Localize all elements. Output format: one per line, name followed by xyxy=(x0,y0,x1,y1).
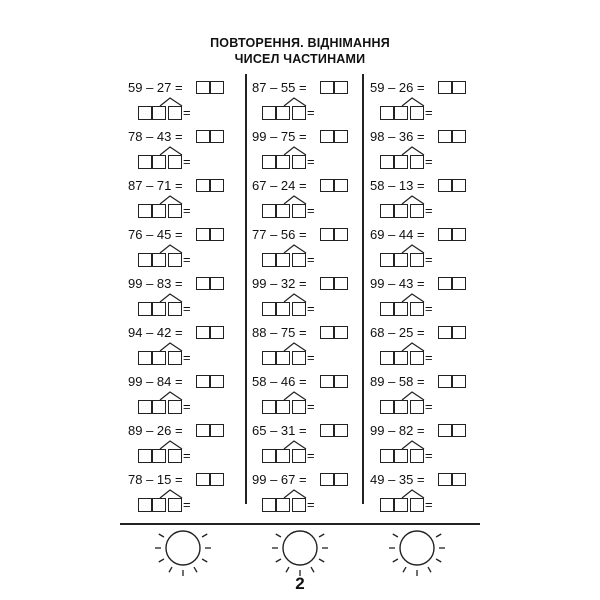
answer-box[interactable] xyxy=(452,473,466,486)
split-box[interactable] xyxy=(152,106,166,120)
answer-box[interactable] xyxy=(438,179,452,192)
split-box[interactable] xyxy=(380,351,394,365)
split-equals-sign: = xyxy=(307,497,315,512)
exercise-item xyxy=(370,276,490,324)
split-box[interactable] xyxy=(292,253,306,267)
subtraction-expression: 58 – 13 = xyxy=(370,178,425,193)
subtraction-expression: 89 – 58 = xyxy=(370,374,425,389)
answer-box[interactable] xyxy=(320,228,334,241)
split-group xyxy=(380,145,440,169)
subtraction-expression: 87 – 71 = xyxy=(128,178,183,193)
split-group xyxy=(380,194,440,218)
answer-box[interactable] xyxy=(320,81,334,94)
subtraction-expression: 99 – 82 = xyxy=(370,423,425,438)
split-box[interactable] xyxy=(410,400,424,414)
subtraction-expression: 99 – 75 = xyxy=(252,129,307,144)
split-box[interactable] xyxy=(292,155,306,169)
split-equals-sign: = xyxy=(183,448,191,463)
exercise-item xyxy=(370,325,490,373)
answer-box[interactable] xyxy=(452,228,466,241)
split-box[interactable] xyxy=(152,400,166,414)
split-box[interactable] xyxy=(292,498,306,512)
answer-box[interactable] xyxy=(320,473,334,486)
subtraction-expression: 89 – 26 = xyxy=(128,423,183,438)
split-box[interactable] xyxy=(168,155,182,169)
subtraction-expression: 99 – 43 = xyxy=(370,276,425,291)
split-group xyxy=(262,341,322,365)
split-group xyxy=(380,96,440,120)
split-box[interactable] xyxy=(152,449,166,463)
split-box[interactable] xyxy=(262,449,276,463)
answer-box[interactable] xyxy=(196,277,210,290)
answer-box[interactable] xyxy=(452,179,466,192)
split-equals-sign: = xyxy=(307,301,315,316)
split-box[interactable] xyxy=(276,253,290,267)
exercise-item xyxy=(128,472,248,520)
split-box[interactable] xyxy=(152,155,166,169)
answer-box[interactable] xyxy=(452,130,466,143)
subtraction-expression: 99 – 32 = xyxy=(252,276,307,291)
split-equals-sign: = xyxy=(425,350,433,365)
split-equals-sign: = xyxy=(183,203,191,218)
answer-box[interactable] xyxy=(196,424,210,437)
split-box[interactable] xyxy=(292,204,306,218)
subtraction-expression: 99 – 83 = xyxy=(128,276,183,291)
split-group xyxy=(262,292,322,316)
answer-box[interactable] xyxy=(452,424,466,437)
split-box[interactable] xyxy=(394,302,408,316)
answer-box[interactable] xyxy=(196,326,210,339)
split-group xyxy=(138,390,198,414)
split-box[interactable] xyxy=(276,155,290,169)
split-box[interactable] xyxy=(138,302,152,316)
split-group xyxy=(380,292,440,316)
split-box[interactable] xyxy=(380,253,394,267)
split-box[interactable] xyxy=(394,351,408,365)
exercise-item xyxy=(252,80,372,128)
answer-box[interactable] xyxy=(320,130,334,143)
answer-box[interactable] xyxy=(438,130,452,143)
exercise-item xyxy=(128,423,248,471)
split-equals-sign: = xyxy=(425,203,433,218)
split-group xyxy=(380,439,440,463)
answer-box[interactable] xyxy=(438,473,452,486)
exercise-item xyxy=(252,178,372,226)
split-box[interactable] xyxy=(410,302,424,316)
split-group xyxy=(380,243,440,267)
answer-box[interactable] xyxy=(334,130,348,143)
exercise-item xyxy=(370,472,490,520)
split-equals-sign: = xyxy=(307,399,315,414)
split-box[interactable] xyxy=(276,351,290,365)
exercise-item xyxy=(370,178,490,226)
split-group xyxy=(262,194,322,218)
split-box[interactable] xyxy=(380,449,394,463)
split-box[interactable] xyxy=(410,498,424,512)
split-box[interactable] xyxy=(152,253,166,267)
split-box[interactable] xyxy=(168,351,182,365)
split-equals-sign: = xyxy=(307,203,315,218)
split-box[interactable] xyxy=(394,498,408,512)
split-group xyxy=(262,488,322,512)
answer-box[interactable] xyxy=(210,130,224,143)
split-group xyxy=(138,341,198,365)
answer-box[interactable] xyxy=(438,375,452,388)
split-group xyxy=(138,145,198,169)
exercise-item xyxy=(370,129,490,177)
split-box[interactable] xyxy=(276,400,290,414)
subtraction-expression: 78 – 15 = xyxy=(128,472,183,487)
exercise-item xyxy=(128,227,248,275)
split-box[interactable] xyxy=(262,302,276,316)
split-group xyxy=(138,96,198,120)
answer-box[interactable] xyxy=(196,179,210,192)
split-equals-sign: = xyxy=(425,105,433,120)
split-box[interactable] xyxy=(152,498,166,512)
split-box[interactable] xyxy=(262,351,276,365)
answer-box[interactable] xyxy=(196,228,210,241)
subtraction-expression: 59 – 27 = xyxy=(128,80,183,95)
answer-box[interactable] xyxy=(210,81,224,94)
exercise-item xyxy=(252,325,372,373)
split-group xyxy=(262,439,322,463)
page-title-line1: ПОВТОРЕННЯ. ВІДНІМАННЯ xyxy=(210,36,390,50)
split-equals-sign: = xyxy=(183,252,191,267)
answer-box[interactable] xyxy=(334,424,348,437)
split-box[interactable] xyxy=(152,302,166,316)
subtraction-expression: 88 – 75 = xyxy=(252,325,307,340)
subtraction-expression: 98 – 36 = xyxy=(370,129,425,144)
split-box[interactable] xyxy=(168,302,182,316)
split-group xyxy=(138,488,198,512)
split-box[interactable] xyxy=(168,106,182,120)
split-box[interactable] xyxy=(262,155,276,169)
split-group xyxy=(380,341,440,365)
answer-box[interactable] xyxy=(452,326,466,339)
answer-box[interactable] xyxy=(452,81,466,94)
split-box[interactable] xyxy=(410,155,424,169)
split-group xyxy=(380,488,440,512)
split-group xyxy=(262,96,322,120)
answer-box[interactable] xyxy=(334,375,348,388)
exercise-item xyxy=(128,325,248,373)
answer-box[interactable] xyxy=(210,424,224,437)
split-equals-sign: = xyxy=(425,252,433,267)
split-box[interactable] xyxy=(394,106,408,120)
subtraction-expression: 87 – 55 = xyxy=(252,80,307,95)
split-equals-sign: = xyxy=(425,497,433,512)
subtraction-expression: 59 – 26 = xyxy=(370,80,425,95)
split-box[interactable] xyxy=(276,106,290,120)
split-box[interactable] xyxy=(168,400,182,414)
subtraction-expression: 49 – 35 = xyxy=(370,472,425,487)
split-equals-sign: = xyxy=(425,301,433,316)
split-box[interactable] xyxy=(410,253,424,267)
page-number: 2 xyxy=(295,574,305,593)
split-box[interactable] xyxy=(168,449,182,463)
split-box[interactable] xyxy=(292,106,306,120)
split-box[interactable] xyxy=(292,449,306,463)
split-group xyxy=(138,292,198,316)
answer-box[interactable] xyxy=(320,277,334,290)
exercise-item xyxy=(252,227,372,275)
exercise-item xyxy=(128,178,248,226)
split-equals-sign: = xyxy=(183,350,191,365)
split-equals-sign: = xyxy=(307,105,315,120)
exercise-item xyxy=(370,227,490,275)
subtraction-expression: 67 – 24 = xyxy=(252,178,307,193)
sun-icon xyxy=(143,524,223,580)
split-box[interactable] xyxy=(262,498,276,512)
split-group xyxy=(138,439,198,463)
split-box[interactable] xyxy=(292,400,306,414)
exercise-item xyxy=(252,129,372,177)
exercise-item xyxy=(128,129,248,177)
answer-box[interactable] xyxy=(438,326,452,339)
split-box[interactable] xyxy=(138,204,152,218)
answer-box[interactable] xyxy=(334,473,348,486)
exercise-item xyxy=(370,423,490,471)
split-group xyxy=(262,145,322,169)
exercise-item xyxy=(128,374,248,422)
answer-box[interactable] xyxy=(334,277,348,290)
split-box[interactable] xyxy=(152,204,166,218)
split-equals-sign: = xyxy=(183,154,191,169)
answer-box[interactable] xyxy=(210,375,224,388)
answer-box[interactable] xyxy=(334,228,348,241)
answer-box[interactable] xyxy=(438,424,452,437)
split-box[interactable] xyxy=(380,400,394,414)
split-box[interactable] xyxy=(262,400,276,414)
split-box[interactable] xyxy=(394,400,408,414)
split-box[interactable] xyxy=(394,155,408,169)
answer-box[interactable] xyxy=(210,228,224,241)
subtraction-expression: 69 – 44 = xyxy=(370,227,425,242)
split-group xyxy=(380,390,440,414)
answer-box[interactable] xyxy=(438,228,452,241)
split-box[interactable] xyxy=(276,204,290,218)
split-box[interactable] xyxy=(168,253,182,267)
subtraction-expression: 58 – 46 = xyxy=(252,374,307,389)
split-box[interactable] xyxy=(138,351,152,365)
exercise-item xyxy=(370,374,490,422)
split-box[interactable] xyxy=(262,253,276,267)
subtraction-expression: 78 – 43 = xyxy=(128,129,183,144)
answer-box[interactable] xyxy=(452,277,466,290)
split-box[interactable] xyxy=(380,106,394,120)
split-equals-sign: = xyxy=(183,105,191,120)
subtraction-expression: 76 – 45 = xyxy=(128,227,183,242)
answer-box[interactable] xyxy=(334,326,348,339)
answer-box[interactable] xyxy=(196,81,210,94)
split-box[interactable] xyxy=(410,351,424,365)
sun-icon xyxy=(377,524,457,580)
split-box[interactable] xyxy=(138,400,152,414)
split-box[interactable] xyxy=(168,204,182,218)
split-equals-sign: = xyxy=(307,252,315,267)
split-equals-sign: = xyxy=(425,154,433,169)
answer-box[interactable] xyxy=(452,375,466,388)
subtraction-expression: 65 – 31 = xyxy=(252,423,307,438)
split-group xyxy=(138,194,198,218)
split-box[interactable] xyxy=(138,253,152,267)
answer-box[interactable] xyxy=(320,375,334,388)
split-box[interactable] xyxy=(394,204,408,218)
split-equals-sign: = xyxy=(183,399,191,414)
split-box[interactable] xyxy=(292,351,306,365)
answer-box[interactable] xyxy=(320,179,334,192)
exercise-item xyxy=(128,276,248,324)
split-box[interactable] xyxy=(380,498,394,512)
answer-box[interactable] xyxy=(196,473,210,486)
answer-box[interactable] xyxy=(334,179,348,192)
exercise-item xyxy=(252,423,372,471)
split-box[interactable] xyxy=(262,106,276,120)
split-box[interactable] xyxy=(276,498,290,512)
split-box[interactable] xyxy=(394,253,408,267)
split-box[interactable] xyxy=(380,155,394,169)
split-box[interactable] xyxy=(276,302,290,316)
split-equals-sign: = xyxy=(307,448,315,463)
answer-box[interactable] xyxy=(210,326,224,339)
split-box[interactable] xyxy=(410,106,424,120)
answer-box[interactable] xyxy=(210,179,224,192)
split-equals-sign: = xyxy=(183,301,191,316)
answer-box[interactable] xyxy=(210,473,224,486)
split-box[interactable] xyxy=(410,204,424,218)
exercise-item xyxy=(128,80,248,128)
split-group xyxy=(262,243,322,267)
split-equals-sign: = xyxy=(425,399,433,414)
split-box[interactable] xyxy=(168,498,182,512)
split-box[interactable] xyxy=(394,449,408,463)
answer-box[interactable] xyxy=(438,277,452,290)
split-box[interactable] xyxy=(410,449,424,463)
split-box[interactable] xyxy=(292,302,306,316)
split-box[interactable] xyxy=(138,498,152,512)
split-equals-sign: = xyxy=(307,154,315,169)
split-equals-sign: = xyxy=(425,448,433,463)
split-box[interactable] xyxy=(380,302,394,316)
split-box[interactable] xyxy=(138,106,152,120)
answer-box[interactable] xyxy=(334,81,348,94)
answer-box[interactable] xyxy=(196,130,210,143)
answer-box[interactable] xyxy=(210,277,224,290)
split-box[interactable] xyxy=(262,204,276,218)
exercise-item xyxy=(370,80,490,128)
exercise-item xyxy=(252,472,372,520)
exercise-item xyxy=(252,276,372,324)
answer-box[interactable] xyxy=(320,326,334,339)
split-group xyxy=(262,390,322,414)
answer-box[interactable] xyxy=(196,375,210,388)
exercise-item xyxy=(252,374,372,422)
split-box[interactable] xyxy=(276,449,290,463)
page-title-line2: ЧИСЕЛ ЧАСТИНАМИ xyxy=(234,52,366,66)
subtraction-expression: 99 – 84 = xyxy=(128,374,183,389)
split-box[interactable] xyxy=(138,155,152,169)
split-box[interactable] xyxy=(152,351,166,365)
split-group xyxy=(138,243,198,267)
sun-icon xyxy=(260,524,340,580)
split-box[interactable] xyxy=(138,449,152,463)
split-equals-sign: = xyxy=(307,350,315,365)
answer-box[interactable] xyxy=(438,81,452,94)
subtraction-expression: 77 – 56 = xyxy=(252,227,307,242)
subtraction-expression: 94 – 42 = xyxy=(128,325,183,340)
subtraction-expression: 99 – 67 = xyxy=(252,472,307,487)
split-box[interactable] xyxy=(380,204,394,218)
subtraction-expression: 68 – 25 = xyxy=(370,325,425,340)
answer-box[interactable] xyxy=(320,424,334,437)
split-equals-sign: = xyxy=(183,497,191,512)
